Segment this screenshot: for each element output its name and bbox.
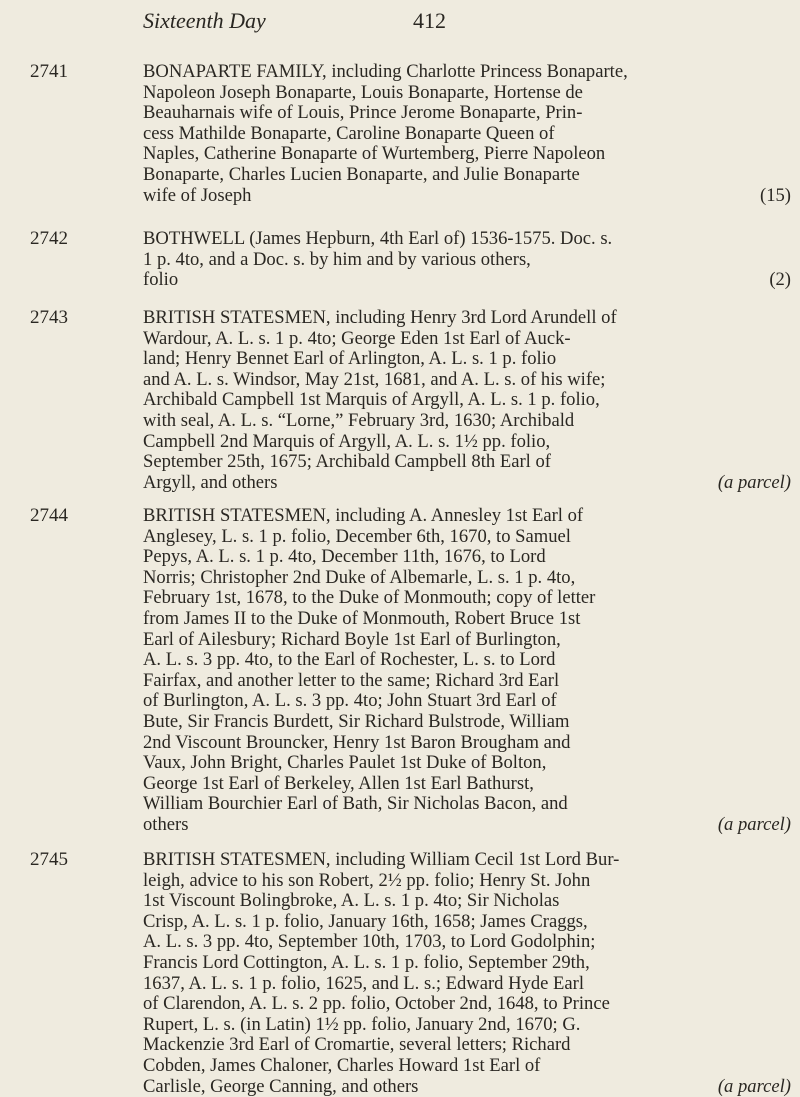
lot-line: Earl of Ailesbury; Richard Boyle 1st Earl of Burlington, [143, 628, 561, 650]
running-title: Sixteenth Day [143, 8, 266, 33]
page-number: 412 [413, 8, 446, 33]
lot-line: Carlisle, George Canning, and others [143, 1075, 419, 1097]
lot-line: leigh, advice to his son Robert, 2½ pp. folio; Henry St. John [143, 869, 591, 891]
lot-description [143, 229, 791, 291]
lot-line: from James II to the Duke of Monmouth, Robert Bruce 1st [143, 607, 581, 629]
lot-number: 2744 [30, 505, 68, 526]
lot-quantity: (15) [760, 184, 791, 206]
lot-line: Norris; Christopher 2nd Duke of Albemarle, L. s. 1 p. 4to, [143, 566, 576, 588]
lot-line: of Clarendon, A. L. s. 2 pp. folio, October 2nd, 1648, to Prince [143, 993, 610, 1015]
lot-line: Anglesey, L. s. 1 p. folio, December 6th, 1670, to Samuel [143, 525, 571, 547]
lot-line: cess Mathilde Bonaparte, Caroline Bonaparte Queen of [143, 122, 555, 144]
lot-number: 2741 [30, 61, 68, 82]
lot-line: Wardour, A. L. s. 1 p. 4to; George Eden 1st Earl of Auck- [143, 327, 571, 349]
lot-line: Campbell 2nd Marquis of Argyll, A. L. s. 1½ pp. folio, [143, 430, 551, 452]
lot-quantity: (a parcel) [717, 1075, 791, 1097]
lot-entry [30, 307, 791, 493]
lot-line: George 1st Earl of Berkeley, Allen 1st Earl Bathurst, [143, 772, 534, 794]
lot-line: A. L. s. 3 pp. 4to, September 10th, 1703, to Lord Godolphin; [143, 931, 596, 953]
lot-quantity: (a parcel) [717, 471, 791, 493]
lot-entry [30, 849, 791, 1097]
lot-line: Vaux, John Bright, Charles Paulet 1st Duke of Bolton, [143, 752, 547, 774]
lot-description [143, 506, 791, 836]
lot-line: 1637, A. L. s. 1 p. folio, 1625, and L. s.; Edward Hyde Earl [143, 972, 585, 994]
lot-line: Argyll, and others [143, 471, 278, 493]
lot-line: Cobden, James Chaloner, Charles Howard 1st Earl of [143, 1054, 541, 1076]
lot-description [143, 850, 791, 1097]
lot-line: Bute, Sir Francis Burdett, Sir Richard Bulstrode, William [143, 710, 570, 732]
lot-line: 2nd Viscount Brouncker, Henry 1st Baron Brougham and [143, 731, 571, 753]
lot-line: 1 p. 4to, and a Doc. s. by him and by various others, [143, 248, 531, 270]
lot-number: 2742 [30, 228, 68, 249]
lot-entry [30, 505, 791, 836]
lot-quantity: (2) [769, 269, 791, 291]
lot-line: Crisp, A. L. s. 1 p. folio, January 16th, 1658; James Craggs, [143, 910, 588, 932]
lot-line: September 25th, 1675; Archibald Campbell 8th Earl of [143, 451, 551, 473]
lot-line: others [143, 813, 189, 835]
lot-heading-line: BOTHWELL (James Hepburn, 4th Earl of) 1536-1575. Doc. s. [143, 228, 613, 249]
lot-line: Beauharnais wife of Louis, Prince Jerome Bonaparte, Prin- [143, 102, 583, 124]
lot-quantity: (a parcel) [717, 813, 791, 835]
lot-line: Mackenzie 3rd Earl of Cromartie, several letters; Richard [143, 1034, 571, 1056]
lot-entry [30, 228, 791, 291]
lot-line: land; Henry Bennet Earl of Arlington, A. L. s. 1 p. folio [143, 348, 557, 370]
lot-line: Bonaparte, Charles Lucien Bonaparte, and Julie Bonaparte [143, 163, 580, 185]
lot-line: Napoleon Joseph Bonaparte, Louis Bonaparte, Hortense de [143, 81, 583, 103]
lot-line: wife of Joseph [143, 184, 252, 206]
page-header [143, 8, 743, 42]
lot-line: folio [143, 269, 179, 291]
lot-line: Naples, Catherine Bonaparte of Wurtemberg, Pierre Napoleon [143, 143, 606, 165]
lot-heading-line: BONAPARTE FAMILY, including Charlotte Princess Bonaparte, [143, 61, 628, 82]
lot-heading-line: BRITISH STATESMEN, including William Cecil 1st Lord Bur- [143, 849, 620, 870]
lot-line: of Burlington, A. L. s. 3 pp. 4to; John Stuart 3rd Earl of [143, 690, 557, 712]
lot-entry [30, 61, 791, 206]
lot-line: Pepys, A. L. s. 1 p. 4to, December 11th, 1676, to Lord [143, 546, 546, 568]
lot-line: 1st Viscount Bolingbroke, A. L. s. 1 p. 4to; Sir Nicholas [143, 890, 560, 912]
lot-line: with seal, A. L. s. “Lorne,” February 3rd, 1630; Archibald [143, 409, 575, 431]
lot-number: 2745 [30, 849, 68, 870]
lot-line: William Bourchier Earl of Bath, Sir Nicholas Bacon, and [143, 793, 568, 815]
lot-line: February 1st, 1678, to the Duke of Monmouth; copy of letter [143, 587, 596, 609]
lot-line: Fairfax, and another letter to the same; Richard 3rd Earl [143, 669, 560, 691]
lot-line: A. L. s. 3 pp. 4to, to the Earl of Rochester, L. s. to Lord [143, 649, 556, 671]
lot-line: Francis Lord Cottington, A. L. s. 1 p. folio, September 29th, [143, 951, 590, 973]
lot-line: Archibald Campbell 1st Marquis of Argyll, A. L. s. 1 p. folio, [143, 389, 600, 411]
lot-heading-line: BRITISH STATESMEN, including Henry 3rd Lord Arundell of [143, 307, 617, 328]
lot-description [143, 308, 791, 493]
lot-heading-line: BRITISH STATESMEN, including A. Annesley 1st Earl of [143, 505, 584, 526]
lot-number: 2743 [30, 307, 68, 328]
lot-line: Rupert, L. s. (in Latin) 1½ pp. folio, January 2nd, 1670; G. [143, 1013, 581, 1035]
lot-line: and A. L. s. Windsor, May 21st, 1681, and A. L. s. of his wife; [143, 368, 606, 390]
lot-description [143, 62, 791, 206]
